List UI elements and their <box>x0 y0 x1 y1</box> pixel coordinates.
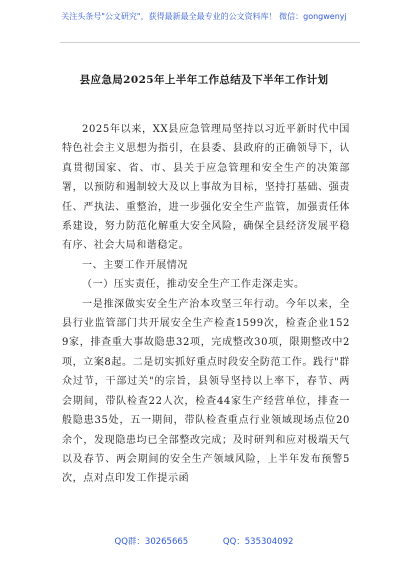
footer-qq: QQ：535304092 <box>222 537 294 547</box>
footer-contact <box>0 535 408 547</box>
intro-paragraph: 2025年以来，XX县应急管理局坚持以习近平新时代中国特色社会主义思想为指引，在县委、县政府的正确领导下，认真贯彻国家、省、市、县关于应急管理和安全生产的决策部署，以预防和遏制较大及以上事故为目标，坚持打基础、强责任、严执法、重整治，进一步强化安全生产监管，加强责任体系建设，努力防范化解重大安全风险，确保全县经济发展平稳有序、社会大局和谐稳定。 <box>62 124 350 252</box>
document-title: 县应急局2025年上半年工作总结及下半年工作计划 <box>79 74 329 86</box>
document-body <box>62 120 350 489</box>
body-paragraph: 一是推深做实安全生产治本攻坚三年行动。今年以来，全县行业监管部门共开展安全生产检查1599次，检查企业1529家，排查重大事故隐患32项，完成整改30项，限期整改中2项，立案8起。二是切实抓好重点时段安全防范工作。践行"群众过节，干部过关"的宗旨，县领导坚持以上率下，春节、两会期间，带队检查22人次，检查44家生产经营单位，排查一般隐患35处，五一期间，带队检查重点行业领域现场点位20余个，发现隐患均已全部整改完成；及时研判和应对极端天气以及春节、两会期间的安全生产领域风险，上半年发布预警5次，点对点印发工作提示函 <box>62 298 350 485</box>
header-divider <box>60 42 360 43</box>
subsection-heading: （一）压实责任，推动安全生产工作走深走实。 <box>82 279 305 291</box>
section-heading: 一、主要工作开展情况 <box>82 259 188 271</box>
footer-qq-group: QQ群：30265665 <box>114 537 189 547</box>
header-promo: 关注头条号"公文研究"，获得最新最全最专业的公文资料库！ 微信：gongwenyj <box>61 12 347 21</box>
